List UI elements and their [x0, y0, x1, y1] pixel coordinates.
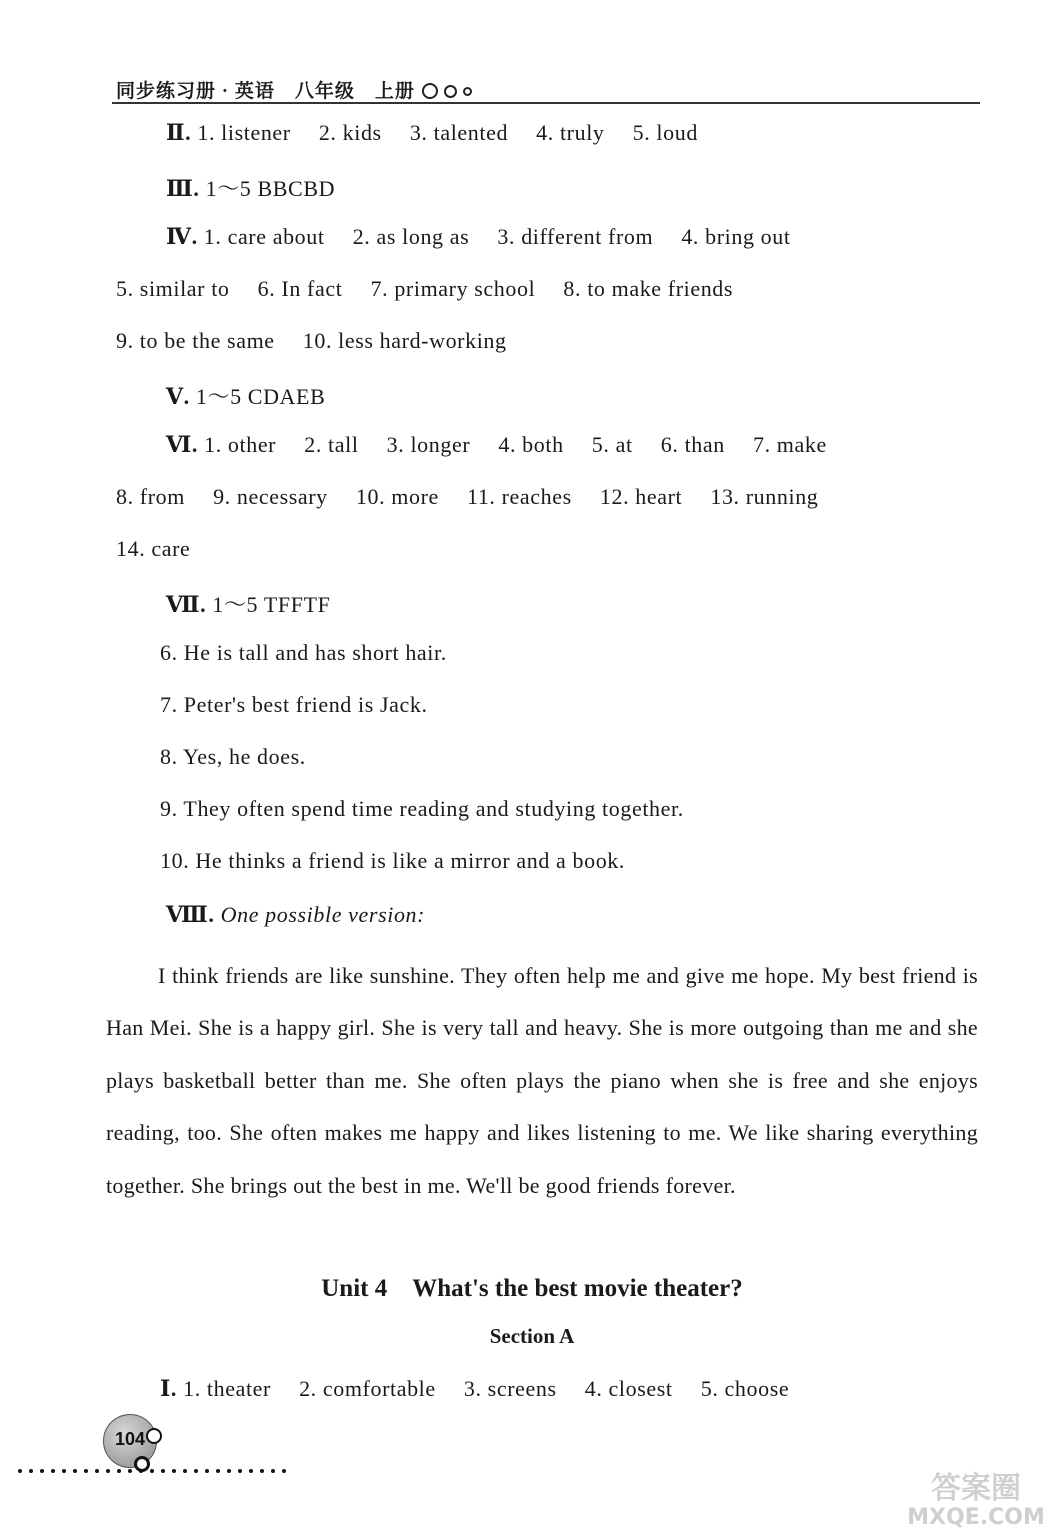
answer-line-iv-1 — [166, 224, 813, 250]
answer-item: 1. listener — [197, 120, 291, 145]
answer-line-vi-1 — [166, 432, 849, 458]
answer-sentence: 7. Peter's best friend is Jack. — [160, 692, 428, 717]
answer-item: 2. comfortable — [299, 1376, 436, 1401]
answer-item: 1. other — [204, 432, 277, 457]
answer-item: 8. from — [116, 484, 185, 509]
answer-line-iii — [166, 172, 335, 203]
answer-item: 3. talented — [409, 120, 509, 145]
answer-item: 5. choose — [700, 1376, 790, 1401]
circle-icon — [422, 83, 438, 99]
answer-line-iv-2 — [116, 276, 755, 302]
answer-item: 2. as long as — [352, 224, 470, 249]
circle-icon — [463, 87, 472, 96]
watermark-text-cn: 答案圈 — [931, 1471, 1021, 1506]
answer-item: 3. different from — [497, 224, 654, 249]
footer-dotted-line — [18, 1462, 298, 1468]
answer-item: 1. care about — [203, 224, 325, 249]
answer-key: 1～5 CDAEB — [195, 384, 326, 409]
answer-item: 11. reaches — [467, 484, 572, 509]
answer-item: 5. similar to — [116, 276, 230, 301]
unit-title: Unit 4 What's the best movie theater? — [321, 1275, 743, 1302]
answer-item: 1. theater — [183, 1376, 271, 1401]
header-title: 同步练习册 · 英语 八年级 上册 — [116, 81, 415, 102]
roman-numeral: Ⅰ. — [160, 1376, 177, 1401]
answer-item: 4. closest — [584, 1376, 673, 1401]
answer-item: 6. than — [660, 432, 725, 457]
roman-numeral: Ⅳ. — [166, 224, 198, 249]
circle-icon — [134, 1456, 150, 1472]
answer-line-ii — [166, 120, 720, 146]
answer-sentence: 10. He thinks a friend is like a mirror and a book. — [160, 848, 625, 873]
answer-item: 13. running — [710, 484, 819, 509]
section-title: Section A — [489, 1324, 575, 1348]
roman-numeral: Ⅴ. — [166, 384, 190, 409]
answer-item: 2. kids — [318, 120, 382, 145]
answer-key: 1～5 TFFTF — [212, 592, 331, 617]
answer-item: 7. primary school — [370, 276, 536, 301]
answer-item: 10. less hard-working — [302, 328, 507, 353]
answer-line-v — [166, 380, 325, 411]
circle-icon — [444, 85, 457, 98]
answer-item: 5. loud — [632, 120, 698, 145]
watermark-logo — [896, 1468, 1056, 1528]
answer-item: 6. In fact — [257, 276, 343, 301]
answer-item: 12. heart — [599, 484, 683, 509]
roman-numeral: Ⅶ. — [166, 592, 207, 617]
answer-sentence: 8. Yes, he does. — [160, 744, 306, 769]
answer-item: 7. make — [752, 432, 827, 457]
roman-numeral: Ⅱ. — [166, 120, 192, 145]
answer-item: 3. screens — [463, 1376, 557, 1401]
answer-item: 4. bring out — [681, 224, 791, 249]
roman-numeral: Ⅲ. — [166, 176, 200, 201]
circle-icon — [146, 1428, 162, 1444]
answer-line-vi-3 — [116, 536, 212, 562]
running-header — [112, 72, 980, 104]
answer-line-iv-3 — [116, 328, 529, 354]
answer-line-unit4-i — [160, 1376, 811, 1402]
answer-item: 5. at — [591, 432, 633, 457]
answer-item: 9. to be the same — [116, 328, 275, 353]
watermark-text-url: MXQE.COM — [907, 1505, 1045, 1528]
version-label: One possible version: — [220, 902, 426, 927]
answer-item: 2. tall — [304, 432, 359, 457]
essay-paragraph: I think friends are like sunshine. They often help me and give me hope. My best friend is Han Mei. She is a happy girl. She is very tall and heavy. She is more outgoing than me and she plays basketball better than me. She often plays the piano when she is free and she enjoys reading, too. She often makes me happy and likes listening to me. We like sharing everything together. She brings out the best in me. We'll be good friends forever. — [106, 963, 978, 1198]
answer-item: 4. truly — [536, 120, 605, 145]
answer-sentence: 9. They often spend time reading and studying together. — [160, 796, 684, 821]
answer-sentence: 6. He is tall and has short hair. — [160, 640, 447, 665]
answer-item: 9. necessary — [213, 484, 328, 509]
roman-numeral: Ⅵ. — [166, 432, 198, 457]
page-number: 104 — [114, 1429, 146, 1449]
sample-essay — [106, 950, 978, 1212]
answer-item: 10. more — [355, 484, 439, 509]
answer-line-viii — [166, 902, 425, 928]
answer-line-vii — [166, 588, 330, 619]
header-decoration — [422, 82, 478, 100]
answer-key: 1～5 BBCBD — [205, 176, 336, 201]
answer-line-vi-2 — [116, 484, 840, 510]
roman-numeral: Ⅷ. — [166, 902, 215, 927]
answer-item: 4. both — [498, 432, 564, 457]
answer-item: 3. longer — [386, 432, 471, 457]
answer-item: 8. to make friends — [563, 276, 734, 301]
answer-item: 14. care — [116, 536, 191, 561]
